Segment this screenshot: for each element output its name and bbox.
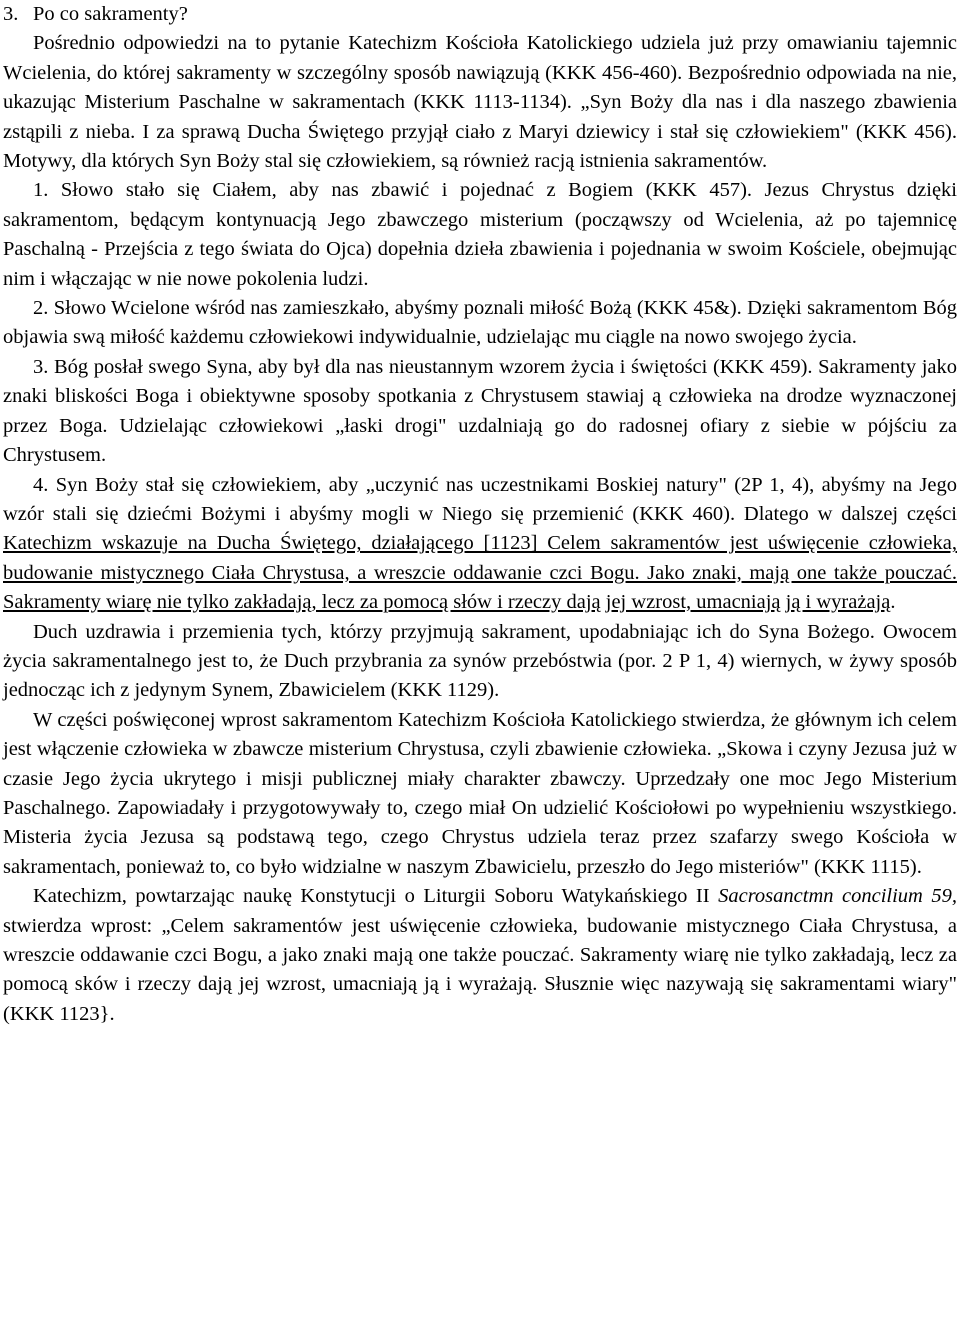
paragraph-text: stwierdza wprost: „Celem sakramentów jest uświęcenie człowieka, budowanie mistycznego Ciała Chrystusa, a wreszcie oddawanie czci Bogu, a jako znaki mają one także pouczać. Sakramenty wiarę nie tylko zakładają, lecz za pomocą sków i rzeczy dają jej wzrost, umacniają ją i wyrażają. Słusznie więc nazywają się sakramentami wiary" (KKK 1123}. — [3, 914, 957, 1025]
paragraph-p5 — [0, 471, 960, 618]
paragraph-text: Sacrosanctmn concilium 59, — [718, 885, 958, 908]
paragraph-p2 — [0, 176, 960, 294]
section-title: Po co sakramenty? — [33, 3, 188, 25]
section-number: 3. — [3, 3, 19, 25]
paragraph-text: Duch uzdrawia i przemienia tych, którzy przyjmują sakrament, upodabniając ich do Syna Bożego. Owocem życia sakramentalnego jest to, że Duch przybrania za synów przebóstwia (por. 2 P 1, 4) wiernych, w żywy sposób jednocząc ich z jedynym Synem, Zbawicielem (KKK 1129). — [3, 620, 957, 702]
paragraph-p7 — [0, 706, 960, 882]
paragraph-text: Katechizm wskazuje na Ducha Świętego, działającego [1123] Celem sakramentów jest uświęcenie człowieka, budowanie mistycznego Ciała Chrystusa, a wreszcie oddawanie czci Bogu. Jako znaki, mają one także pouczać. Sakramenty wiarę nie tylko zakładają, lecz za pomocą słów i rzeczy dają jej wzrost, umacniają ją i wyrażają — [3, 532, 957, 614]
paragraph-text: . — [890, 591, 896, 614]
paragraph-p6 — [0, 618, 960, 706]
paragraph-text: 1. Słowo stało się Ciałem, aby nas zbawić i pojednać z Bogiem (KKK 457). Jezus Chrystus dzięki sakramentom, będącym kontynuacją Jego zbawczego misterium (począwszy od Wcielenia, aż po tajemnicę Paschalną - Przejścia z tego świata do Ojca) dopełnia dzieła zbawienia i pojednania w swoim Kościele, obejmując nim i włączając w nie nowe pokolenia ludzi. — [3, 179, 957, 290]
paragraph-p1 — [0, 29, 960, 176]
paragraph-text: W części poświęconej wprost sakramentom Katechizm Kościoła Katolickiego stwierdza, że głównym ich celem jest włączenie człowieka w zbawcze misterium Chrystusa, czyli zbawienie człowieka. „Skowa i czyny Jezusa już w czasie Jego życia ukrytego i misji publicznej miały charakter zbawczy. Uprzedzały one moc Jego Misterium Paschalnego. Zapowiadały i przygotowywały to, czego miał On udzielić Kościołowi po wypełnieniu wszystkiego. Misteria życia Jezusa są podstawą tego, czego Chrystus udziela teraz przez szafarzy swego Kościoła w sakramentach, ponieważ to, co było widzialne w naszym Zbawicielu, przeszło do Jego misteriów" (KKK 1115). — [3, 708, 957, 878]
paragraph-text: Katechizm, powtarzając naukę Konstytucji o Liturgii Soboru Watykańskiego II — [33, 885, 719, 908]
document-body — [0, 29, 960, 1029]
section-heading — [0, 0, 960, 29]
paragraph-text: 4. Syn Boży stał się człowiekiem, aby „uczynić nas uczestnikami Boskiej natury" (2P 1, 4), abyśmy na Jego wzór stali się dziećmi Bożymi i abyśmy mogli w Niego się przemienić (KKK 460). Dlatego w dalszej części — [3, 473, 957, 525]
paragraph-p3 — [0, 294, 960, 353]
paragraph-text: 3. Bóg posłał swego Syna, aby był dla nas nieustannym wzorem życia i świętości (KKK 459). Sakramenty jako znaki bliskości Boga i obiektywne sposoby spotkania z Chrystusem stawiaj ą człowieka na drodze wyznaczonej przez Boga. Udzielając człowiekowi „łaski drogi" uzdalniają go do radosnej ofiary z siebie w pójściu za Chrystusem. — [3, 355, 957, 467]
paragraph-text: 2. Słowo Wcielone wśród nas zamieszkało, abyśmy poznali miłość Bożą (KKK 45&). Dzięki sakramentom Bóg objawia swą miłość każdemu człowiekowi indywidualnie, udzielając mu ciągle na nowo swojego życia. — [3, 297, 957, 349]
paragraph-p4 — [0, 353, 960, 471]
paragraph-p8 — [0, 882, 960, 1029]
paragraph-text: Pośrednio odpowiedzi na to pytanie Katechizm Kościoła Katolickiego udziela już przy omawianiu tajemnic Wcielenia, do której sakramenty w szczególny sposób nawiązują (KKK 456-460). Bezpośrednio odpowiada na nie, ukazując Misterium Paschalne w sakramentach (KKK 1113-1134). „Syn Boży dla nas i dla naszego zbawienia zstąpili z nieba. I za sprawą Ducha Świętego przyjął ciało z Maryi dziewicy i stał się człowiekiem" (KKK 456). Motywy, dla których Syn Boży stal się człowiekiem, są również racją istnienia sakramentów. — [3, 32, 957, 173]
